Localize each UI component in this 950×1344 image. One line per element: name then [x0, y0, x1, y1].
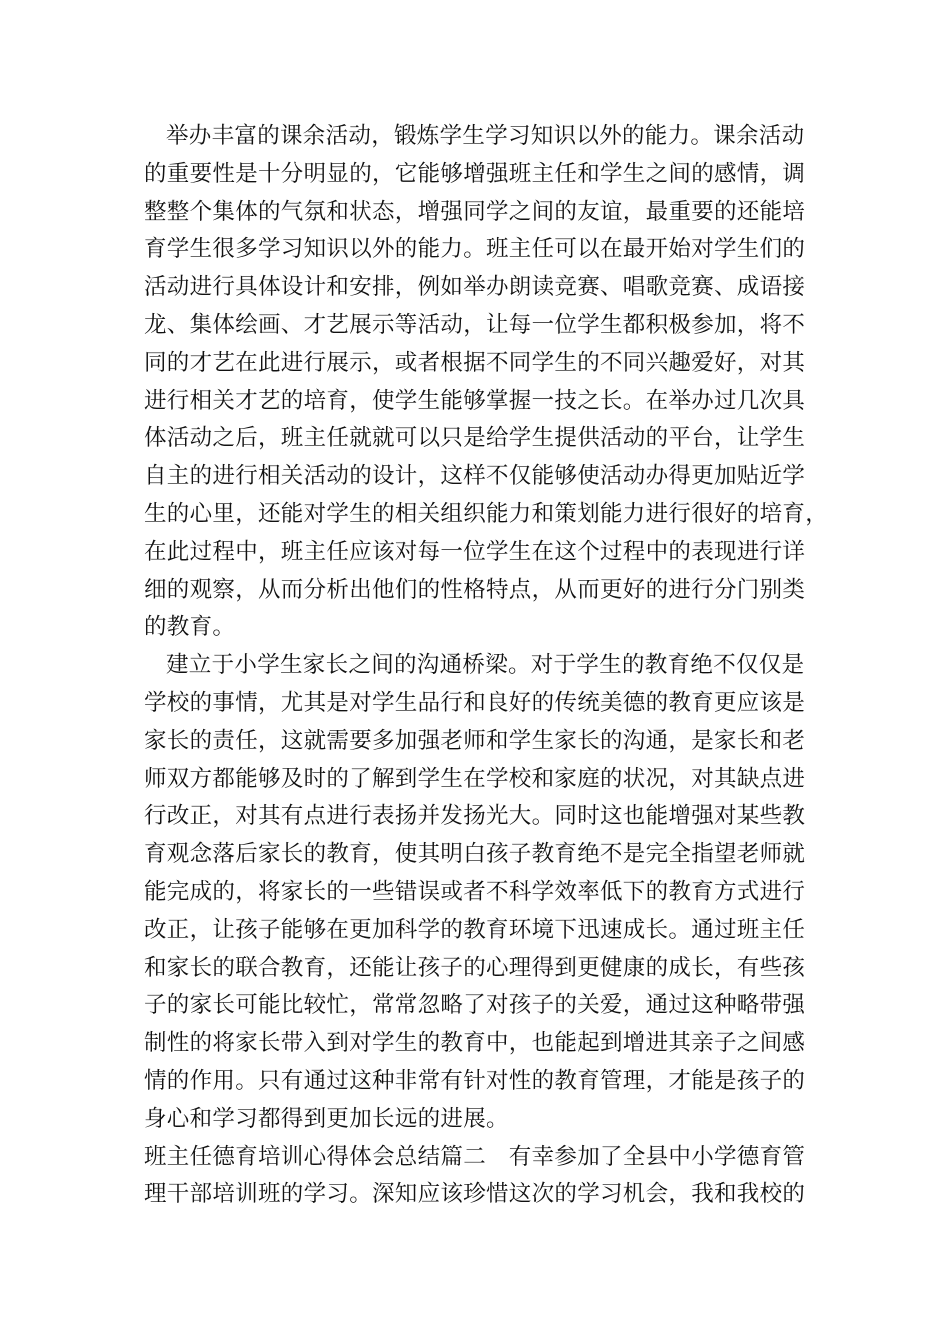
- paragraph-2-line: 行改正，对其有点进行表扬并发扬光大。同时这也能增强对某些教: [144, 803, 806, 830]
- paragraph-1-line: 细的观察，从而分析出他们的性格特点，从而更好的进行分门别类: [144, 576, 806, 603]
- paragraph-1-line: 活动进行具体设计和安排，例如举办朗读竞赛、唱歌竞赛、成语接: [144, 274, 806, 301]
- paragraph-2-line: 身心和学习都得到更加长远的进展。: [144, 1105, 509, 1132]
- paragraph-1-line: 生的心里，还能对学生的相关组织能力和策划能力进行很好的培育，: [144, 500, 829, 527]
- body-text: [144, 118, 829, 1214]
- paragraph-1-line: 的教育。: [144, 614, 236, 641]
- paragraph-1-line: 整整个集体的气氛和状态，增强同学之间的友谊，最重要的还能培: [144, 198, 806, 225]
- paragraph-1-line: 同的才艺在此进行展示，或者根据不同学生的不同兴趣爱好，对其: [144, 349, 806, 376]
- paragraph-1-line: 进行相关才艺的培育，使学生能够掌握一技之长。在举办过几次具: [144, 387, 806, 414]
- paragraph-2-line: 子的家长可能比较忙，常常忽略了对孩子的关爱，通过这种略带强: [144, 992, 806, 1019]
- paragraph-1-line: 举办丰富的课余活动，锻炼学生学习知识以外的能力。课余活动: [166, 123, 805, 149]
- paragraph-2-line: 建立于小学生家长之间的沟通桥梁。对于学生的教育绝不仅仅是: [166, 652, 805, 679]
- paragraph-2-line: 师双方都能够及时的了解到学生在学校和家庭的状况，对其缺点进: [144, 765, 806, 792]
- paragraph-2-line: 育观念落后家长的教育，使其明白孩子教育绝不是完全指望老师就: [144, 841, 806, 868]
- paragraph-1-line: 龙、集体绘画、才艺展示等活动，让每一位学生都积极参加，将不: [144, 311, 806, 338]
- paragraph-1-line: 在此过程中，班主任应该对每一位学生在这个过程中的表现进行详: [144, 538, 806, 565]
- paragraph-2-line: 学校的事情，尤其是对学生品行和良好的传统美德的教育更应该是: [144, 689, 806, 716]
- paragraph-3-line: 班主任德育培训心得体会总结篇二 有幸参加了全县中小学德育管: [144, 1143, 806, 1170]
- paragraph-2-line: 家长的责任，这就需要多加强老师和学生家长的沟通，是家长和老: [144, 727, 806, 754]
- paragraph-1-line: 的重要性是十分明显的，它能够增强班主任和学生之间的感情，调: [144, 160, 806, 187]
- paragraph-1-line: 自主的进行相关活动的设计，这样不仅能够使活动办得更加贴近学: [144, 463, 806, 490]
- paragraph-2-line: 改正，让孩子能够在更加科学的教育环境下迅速成长。通过班主任: [144, 916, 806, 943]
- paragraph-2-line: 和家长的联合教育，还能让孩子的心理得到更健康的成长，有些孩: [144, 954, 806, 981]
- paragraph-2-line: 情的作用。只有通过这种非常有针对性的教育管理，才能是孩子的: [144, 1067, 806, 1094]
- paragraph-2-line: 能完成的，将家长的一些错误或者不科学效率低下的教育方式进行: [144, 878, 806, 905]
- paragraph-1-line: 育学生很多学习知识以外的能力。班主任可以在最开始对学生们的: [144, 236, 806, 263]
- paragraph-3-line: 理干部培训班的学习。深知应该珍惜这次的学习机会，我和我校的: [144, 1181, 806, 1208]
- paragraph-2-line: 制性的将家长带入到对学生的教育中，也能起到增进其亲子之间感: [144, 1030, 806, 1057]
- paragraph-1-line: 体活动之后，班主任就就可以只是给学生提供活动的平台，让学生: [144, 425, 806, 452]
